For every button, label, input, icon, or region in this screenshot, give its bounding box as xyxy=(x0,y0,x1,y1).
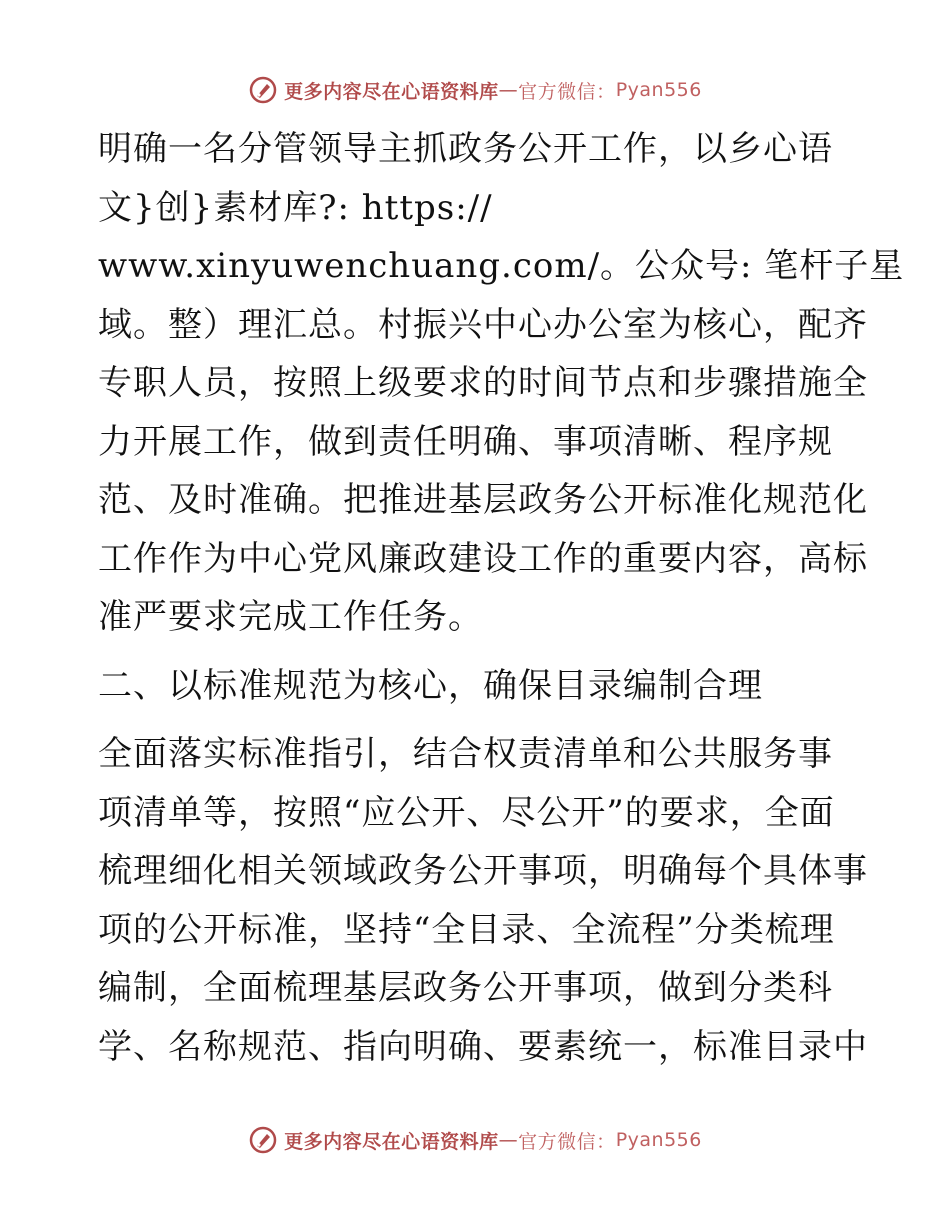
text-line: 项清单等，按照“应公开、尽公开”的要求，全面 xyxy=(98,792,835,833)
text-line: 范、及时准确。把推进基层政务公开标准化规范化 xyxy=(98,480,868,520)
banner-brand-text: 更多内容尽在心语资料库 xyxy=(284,80,499,103)
pen-nib-circle-icon xyxy=(248,1125,278,1155)
text-line: 编制，全面梳理基层政务公开事项，做到分类科 xyxy=(98,968,833,1008)
text-line: 文}创}素材库?: https:// xyxy=(98,187,493,228)
text-line: 明确一名分管领导主抓政务公开工作，以乡心语 xyxy=(98,129,833,169)
text-line: www.xinyuwenchuang.com/。公众号: 笔杆子星 xyxy=(98,246,905,286)
text-line: 学、名称规范、指向明确、要素统一，标准目录中 xyxy=(98,1026,868,1067)
text-line: 专职人员，按照上级要求的时间节点和步骤措施全 xyxy=(98,363,868,403)
paragraph-spacer xyxy=(98,647,858,657)
section-heading xyxy=(98,657,858,716)
text-line: 项的公开标准，坚持“全目录、全流程”分类梳理 xyxy=(98,909,835,950)
text-line: 准严要求完成工作任务。 xyxy=(98,597,483,637)
text-line: 力开展工作，做到责任明确、事项清晰、程序规 xyxy=(98,421,833,462)
heading-line: 二、以标准规范为核心，确保目录编制合理 xyxy=(98,665,763,706)
banner-wechat-id: Pyan556 xyxy=(615,1129,702,1151)
text-line: 梳理细化相关领域政务公开事项，明确每个具体事 xyxy=(98,851,868,891)
text-line: 域。整）理汇总。村振兴中心办公室为核心，配齐 xyxy=(98,304,868,345)
banner-brand-text: 更多内容尽在心语资料库 xyxy=(284,1130,499,1153)
paragraph-spacer xyxy=(98,715,858,725)
header-banner xyxy=(0,70,950,110)
pen-nib-circle-icon xyxy=(248,75,278,105)
banner-separator: — xyxy=(498,1129,519,1151)
banner-wechat-id: Pyan556 xyxy=(615,79,702,101)
document-body xyxy=(98,120,905,1076)
text-line: 工作作为中心党风廉政建设工作的重要内容，高标 xyxy=(98,538,868,579)
banner-separator: — xyxy=(498,79,519,101)
text-line: 全面落实标准指引，结合权责清单和公共服务事 xyxy=(98,734,833,774)
paragraph-2 xyxy=(98,725,868,1076)
paragraph-1 xyxy=(98,120,905,647)
footer-banner xyxy=(0,1120,950,1160)
banner-wechat-label: 官方微信： xyxy=(518,1130,616,1153)
banner-wechat-label: 官方微信： xyxy=(518,80,616,103)
